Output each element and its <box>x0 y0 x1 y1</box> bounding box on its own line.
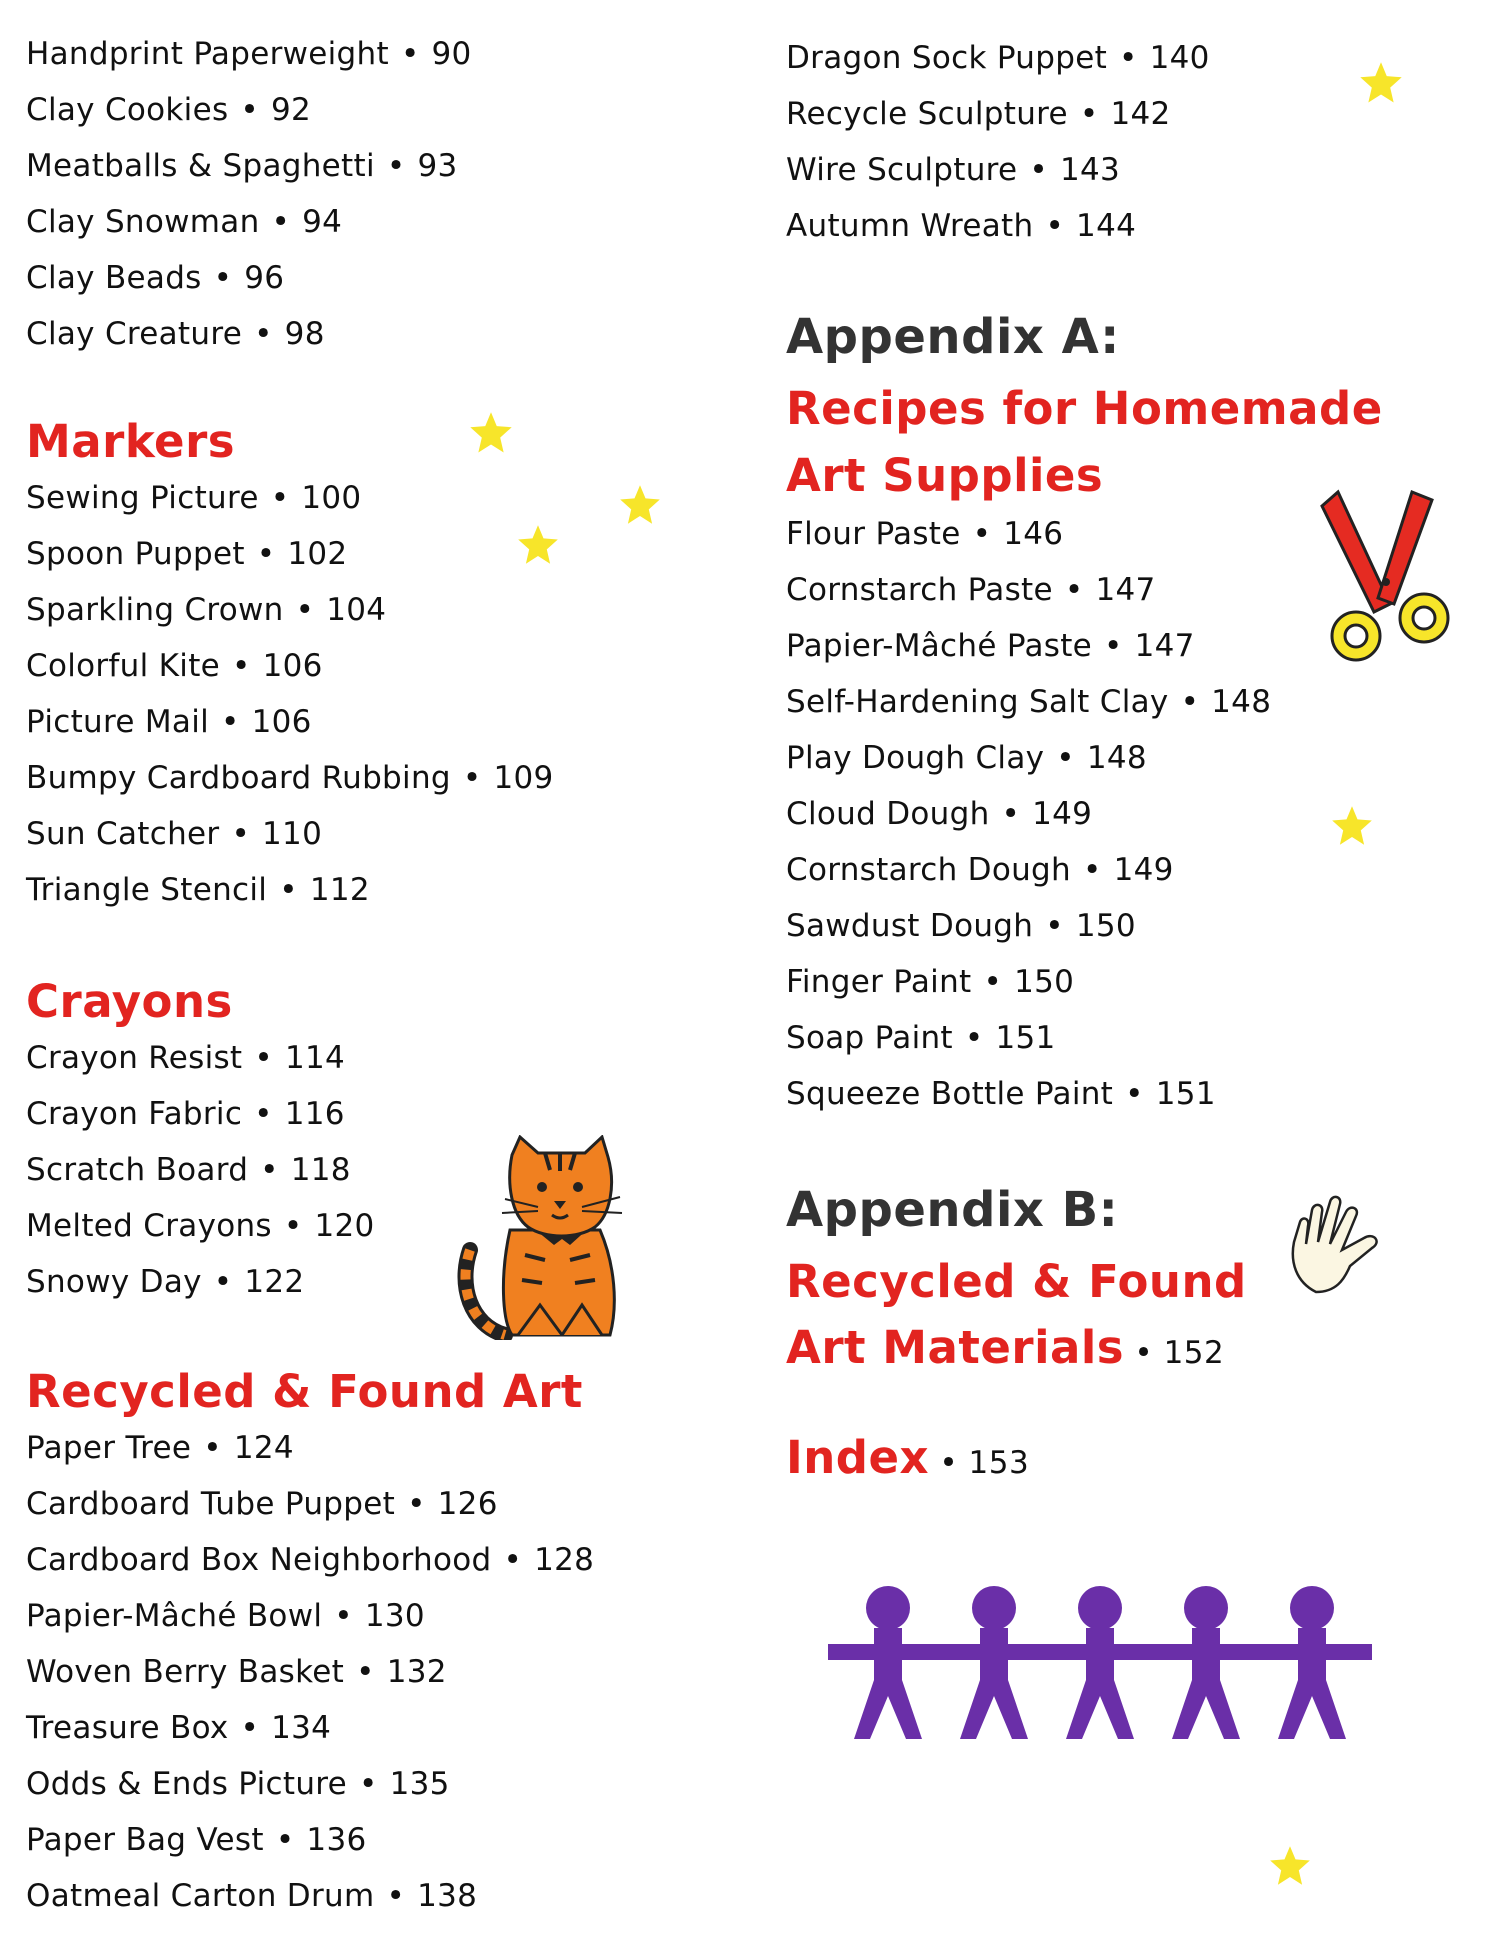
toc-entry <box>26 1708 331 1748</box>
entry-title: Papier-Mâché Paste <box>786 628 1093 664</box>
page-number: 138 <box>417 1878 478 1914</box>
separator-dot: • <box>1119 40 1138 76</box>
separator-dot: • <box>400 36 420 72</box>
separator-dot: • <box>270 480 290 516</box>
appendix-b-heading-line2: Art Materials • 152 <box>786 1321 1225 1374</box>
toc-entry <box>786 682 1271 722</box>
separator-dot: • <box>240 92 260 128</box>
page-number: 132 <box>386 1654 447 1690</box>
entry-title: Woven Berry Basket <box>26 1654 345 1690</box>
entry-title: Meatballs & Spaghetti <box>26 148 375 184</box>
toc-entry <box>786 626 1195 666</box>
separator-dot: • <box>964 1020 984 1056</box>
entry-title: Snowy Day <box>26 1264 202 1300</box>
separator-dot: • <box>503 1542 523 1578</box>
separator-dot: • <box>1056 740 1075 776</box>
entry-title: Papier-Mâché Bowl <box>26 1598 323 1634</box>
hand-icon <box>1286 1192 1396 1302</box>
separator-dot: • <box>240 1710 260 1746</box>
entry-title: Treasure Box <box>26 1710 229 1746</box>
entry-title: Triangle Stencil <box>26 872 268 908</box>
entry-title: Handprint Paperweight <box>26 36 389 72</box>
page-number: 126 <box>437 1486 498 1522</box>
page-number: 94 <box>302 204 343 240</box>
scissors-icon <box>1308 486 1460 671</box>
star-icon <box>1358 60 1404 106</box>
entry-title: Autumn Wreath <box>786 208 1034 244</box>
page-number: 151 <box>995 1020 1056 1056</box>
separator-dot: • <box>275 1822 295 1858</box>
entry-title: Squeeze Bottle Paint <box>786 1076 1114 1112</box>
star-icon <box>516 523 560 567</box>
entry-title: Cornstarch Paste <box>786 572 1053 608</box>
entry-title: Cloud Dough <box>786 796 990 832</box>
separator-dot: • <box>972 516 992 552</box>
page-number: 114 <box>284 1040 346 1076</box>
star-icon <box>1330 804 1374 848</box>
separator-dot: • <box>256 536 276 572</box>
separator-dot: • <box>983 964 1003 1000</box>
separator-dot: • <box>254 1040 273 1076</box>
page-number: 116 <box>284 1096 345 1132</box>
separator-dot: • <box>1104 628 1123 664</box>
page-number: 110 <box>262 816 323 852</box>
toc-entry <box>26 1428 294 1468</box>
separator-dot: • <box>462 760 482 796</box>
toc-entry <box>26 1876 477 1916</box>
separator-dot: • <box>232 648 251 684</box>
page-number: 109 <box>493 760 554 796</box>
toc-entry <box>26 1150 351 1190</box>
toc-entry <box>786 962 1074 1002</box>
appendix-a-label: Appendix A: <box>786 309 1120 365</box>
toc-entry <box>26 1764 450 1804</box>
page-number: 149 <box>1113 852 1174 888</box>
page-number: 98 <box>284 316 325 352</box>
page-number: 148 <box>1211 684 1272 720</box>
appendix-a-heading-line2: Art Supplies <box>786 449 1104 502</box>
paper-dolls-icon <box>828 1584 1398 1744</box>
entry-title: Sun Catcher <box>26 816 220 852</box>
separator-dot: • <box>231 816 251 852</box>
toc-entry <box>786 738 1147 778</box>
page-number: 124 <box>233 1430 294 1466</box>
separator-dot: • <box>295 592 315 628</box>
entry-title: Wire Sculpture <box>786 152 1018 188</box>
tiger-icon <box>450 1135 630 1340</box>
page-number: 102 <box>287 536 348 572</box>
separator-dot: • <box>260 1152 279 1188</box>
page-number: 92 <box>271 92 312 128</box>
toc-entry <box>26 534 347 574</box>
entry-title: Finger Paint <box>786 964 972 1000</box>
separator-dot: • <box>386 1878 406 1914</box>
entry-title: Clay Creature <box>26 316 243 352</box>
toc-entry <box>26 1484 498 1524</box>
separator-dot: • <box>279 872 298 908</box>
page-number: 135 <box>389 1766 450 1802</box>
toc-entry <box>26 1206 375 1246</box>
separator-dot: • <box>386 148 406 184</box>
page-number: 130 <box>364 1598 425 1634</box>
page-number: 140 <box>1149 40 1210 76</box>
toc-entry <box>26 34 472 74</box>
page-number: 112 <box>309 872 370 908</box>
toc-entry <box>26 1652 447 1692</box>
toc-entry <box>786 906 1136 946</box>
toc-entry <box>26 202 342 242</box>
toc-entry <box>786 94 1171 134</box>
toc-entry <box>26 1540 594 1580</box>
toc-entry <box>26 146 458 186</box>
separator-dot: • <box>1029 152 1048 188</box>
toc-entry <box>26 702 312 742</box>
separator-dot: • <box>254 316 273 352</box>
toc-entry <box>786 38 1210 78</box>
entry-title: Self-Hardening Salt Clay <box>786 684 1169 720</box>
section-heading-recycled: Recycled & Found Art <box>26 1365 583 1418</box>
entry-title: Oatmeal Carton Drum <box>26 1878 375 1914</box>
separator-dot: • <box>356 1654 375 1690</box>
toc-entry <box>786 794 1092 834</box>
page-number: 144 <box>1076 208 1137 244</box>
page-number: 147 <box>1095 572 1156 608</box>
entry-title: Paper Tree <box>26 1430 192 1466</box>
page-number: 143 <box>1059 152 1121 188</box>
separator-dot: • <box>254 1096 273 1132</box>
toc-entry <box>26 1262 304 1302</box>
separator-dot: • <box>334 1598 353 1634</box>
page-number: 142 <box>1110 96 1171 132</box>
page-number: 128 <box>534 1542 595 1578</box>
toc-entry <box>26 590 386 630</box>
entry-title: Colorful Kite <box>26 648 221 684</box>
page-number: 150 <box>1075 908 1136 944</box>
toc-entry <box>786 850 1174 890</box>
separator-dot: • <box>1064 572 1084 608</box>
toc-entry <box>26 1596 425 1636</box>
entry-title: Melted Crayons <box>26 1208 272 1244</box>
star-icon <box>1268 1844 1312 1888</box>
toc-entry <box>26 646 323 686</box>
star-icon <box>468 410 514 456</box>
entry-title: Flour Paste <box>786 516 961 552</box>
page-number: 136 <box>306 1822 367 1858</box>
entry-title: Sewing Picture <box>26 480 259 516</box>
entry-title: Clay Snowman <box>26 204 260 240</box>
page-number: 151 <box>1155 1076 1216 1112</box>
entry-title: Crayon Fabric <box>26 1096 243 1132</box>
page-number: 104 <box>326 592 387 628</box>
appendix-b-heading-line1: Recycled & Found <box>786 1255 1247 1308</box>
page-number: 106 <box>262 648 323 684</box>
separator-dot: • <box>221 704 240 740</box>
entry-title: Clay Cookies <box>26 92 229 128</box>
toc-entry <box>26 1038 345 1078</box>
page-number: 146 <box>1003 516 1064 552</box>
toc-entry <box>26 258 284 298</box>
toc-entry <box>26 314 325 354</box>
toc-entry <box>786 514 1063 554</box>
page-number: 90 <box>431 36 472 72</box>
page-number: 96 <box>244 260 285 296</box>
entry-title: Crayon Resist <box>26 1040 243 1076</box>
entry-title: Cornstarch Dough <box>786 852 1071 888</box>
entry-title: Scratch Board <box>26 1152 249 1188</box>
section-heading-crayons: Crayons <box>26 975 233 1028</box>
separator-dot: • <box>283 1208 303 1244</box>
section-heading-markers: Markers <box>26 415 236 468</box>
separator-dot: • <box>213 260 233 296</box>
entry-title: Spoon Puppet <box>26 536 245 572</box>
appendix-b-page: • 152 <box>1124 1335 1225 1371</box>
entry-title: Dragon Sock Puppet <box>786 40 1108 76</box>
entry-title: Recycle Sculpture <box>786 96 1068 132</box>
toc-entry <box>26 1094 345 1134</box>
separator-dot: • <box>1001 796 1021 832</box>
page-number: 134 <box>271 1710 332 1746</box>
separator-dot: • <box>1082 852 1102 888</box>
separator-dot: • <box>407 1486 426 1522</box>
entry-title: Cardboard Box Neighborhood <box>26 1542 492 1578</box>
separator-dot: • <box>1045 208 1065 244</box>
entry-title: Paper Bag Vest <box>26 1822 264 1858</box>
page-number: 149 <box>1032 796 1093 832</box>
entry-title: Clay Beads <box>26 260 202 296</box>
appendix-b-label: Appendix B: <box>786 1182 1119 1238</box>
toc-entry <box>26 478 361 518</box>
page-number: 150 <box>1014 964 1075 1000</box>
page-number: 148 <box>1086 740 1147 776</box>
entry-title: Soap Paint <box>786 1020 953 1056</box>
page-number: 106 <box>251 704 312 740</box>
toc-entry <box>786 1018 1056 1058</box>
separator-dot: • <box>213 1264 233 1300</box>
page-number: 100 <box>301 480 362 516</box>
entry-title: Play Dough Clay <box>786 740 1045 776</box>
page-number: 118 <box>290 1152 351 1188</box>
toc-entry <box>26 1820 367 1860</box>
toc-entry <box>26 814 322 854</box>
toc-entry <box>26 758 554 798</box>
index-page: • 153 <box>929 1445 1030 1481</box>
separator-dot: • <box>1180 684 1200 720</box>
entry-title: Sparkling Crown <box>26 592 284 628</box>
separator-dot: • <box>359 1766 378 1802</box>
page-number: 147 <box>1134 628 1195 664</box>
star-icon <box>618 483 662 527</box>
toc-entry <box>26 870 370 910</box>
entry-title: Cardboard Tube Puppet <box>26 1486 396 1522</box>
separator-dot: • <box>1045 908 1064 944</box>
page-number: 120 <box>314 1208 375 1244</box>
toc-entry <box>786 150 1120 190</box>
entry-title: Bumpy Cardboard Rubbing <box>26 760 451 796</box>
separator-dot: • <box>203 1430 222 1466</box>
index-heading: Index • 153 <box>786 1431 1030 1484</box>
entry-title: Sawdust Dough <box>786 908 1034 944</box>
separator-dot: • <box>1125 1076 1144 1112</box>
toc-entry <box>786 206 1136 246</box>
page-number: 122 <box>244 1264 305 1300</box>
toc-entry <box>786 1074 1216 1114</box>
appendix-a-heading-line1: Recipes for Homemade <box>786 382 1383 435</box>
toc-entry <box>786 570 1156 610</box>
entry-title: Odds & Ends Picture <box>26 1766 348 1802</box>
page-number: 93 <box>417 148 458 184</box>
toc-entry <box>26 90 311 130</box>
entry-title: Picture Mail <box>26 704 210 740</box>
separator-dot: • <box>271 204 291 240</box>
separator-dot: • <box>1079 96 1099 132</box>
